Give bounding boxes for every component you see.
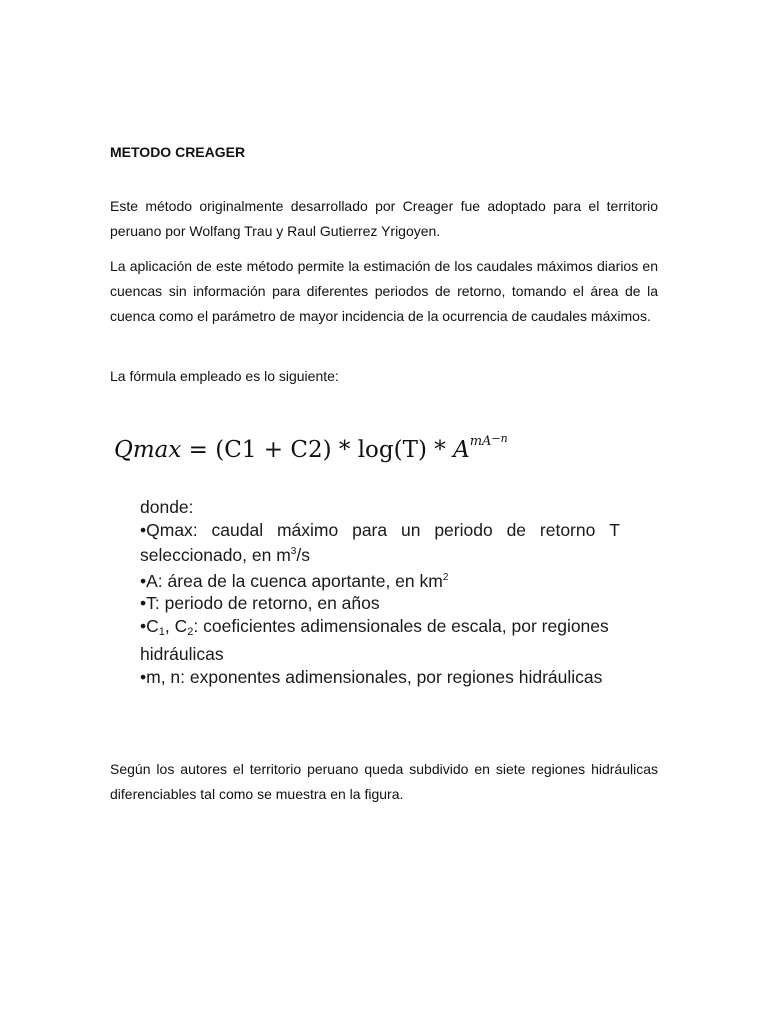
paragraph-intro: Este método originalmente desarrollado por Creager fue adoptado para el territorio peruano por Wolfang Trau y Raul Gutierrez Yrigoyen. <box>110 198 658 239</box>
qmax-cont-prefix: seleccionado, en m <box>140 545 291 565</box>
c-prefix: •C <box>140 615 159 636</box>
formula-log-arg: (T) <box>393 437 427 463</box>
qmax-cont-sup: 3 <box>290 546 297 557</box>
area-text: •A: área de la cuenca aportante, en km <box>140 570 443 591</box>
qmax-cont-suffix: /s <box>296 545 310 565</box>
definition-qmax <box>140 519 620 542</box>
formula-exp-m: m <box>469 434 483 449</box>
formula-definitions <box>140 496 660 688</box>
qmax-word: T <box>609 519 620 540</box>
formula-equals: = <box>181 437 216 463</box>
qmax-word: para <box>352 519 388 540</box>
formula-base: A <box>453 437 470 463</box>
formula-exp-neg-n: −n <box>491 432 508 445</box>
definition-coefficients <box>140 615 660 644</box>
paragraph-application: La aplicación de este método permite la estimación de los caudales máximos diarios en cuencas sin información para diferentes periodos de retorno, tomando el área de la cuenca como el parámetro de mayor incidencia de la ocurrencia de caudales máximos. <box>110 258 658 324</box>
c-mid: , C <box>164 615 188 636</box>
formula-times-1: * <box>331 437 358 463</box>
paragraph-formula-intro: La fórmula empleado es lo siguiente: <box>110 368 339 384</box>
creager-formula <box>114 432 508 463</box>
definition-coefficients-continued: hidráulicas <box>140 644 224 664</box>
paragraph-regions: Según los autores el territorio peruano queda subdivido en siete regiones hidráulicas diferenciables tal como se muestra en la figura. <box>110 761 658 802</box>
qmax-word: •Qmax: <box>140 519 198 540</box>
definition-exponents: •m, n: exponentes adimensionales, por regiones hidráulicas <box>140 666 603 687</box>
qmax-word: de <box>506 519 527 540</box>
qmax-word: máximo <box>276 519 339 540</box>
definition-donde: donde: <box>140 497 194 517</box>
area-sup: 2 <box>442 571 449 583</box>
c-sub-1: 1 <box>158 625 165 638</box>
section-heading: METODO CREAGER <box>110 144 246 160</box>
c-suffix: : coeficientes adimensionales de escala, por regiones <box>193 615 609 636</box>
definition-qmax-continued <box>140 541 660 567</box>
qmax-word: un <box>400 519 421 540</box>
formula-lhs: Qmax <box>114 437 182 463</box>
qmax-word: caudal <box>211 519 264 540</box>
qmax-word: retorno <box>539 519 596 540</box>
formula-exponent <box>470 434 508 449</box>
formula-log-name: log <box>357 437 394 463</box>
c-sub-2: 2 <box>187 625 194 638</box>
formula-times-2: * <box>426 437 454 463</box>
definition-period: •T: periodo de retorno, en años <box>140 593 380 613</box>
formula-sum-group: (C1 + C2) <box>215 437 332 463</box>
qmax-word: periodo <box>434 519 493 540</box>
definition-area <box>140 567 660 593</box>
formula-exp-a: A <box>482 434 492 449</box>
